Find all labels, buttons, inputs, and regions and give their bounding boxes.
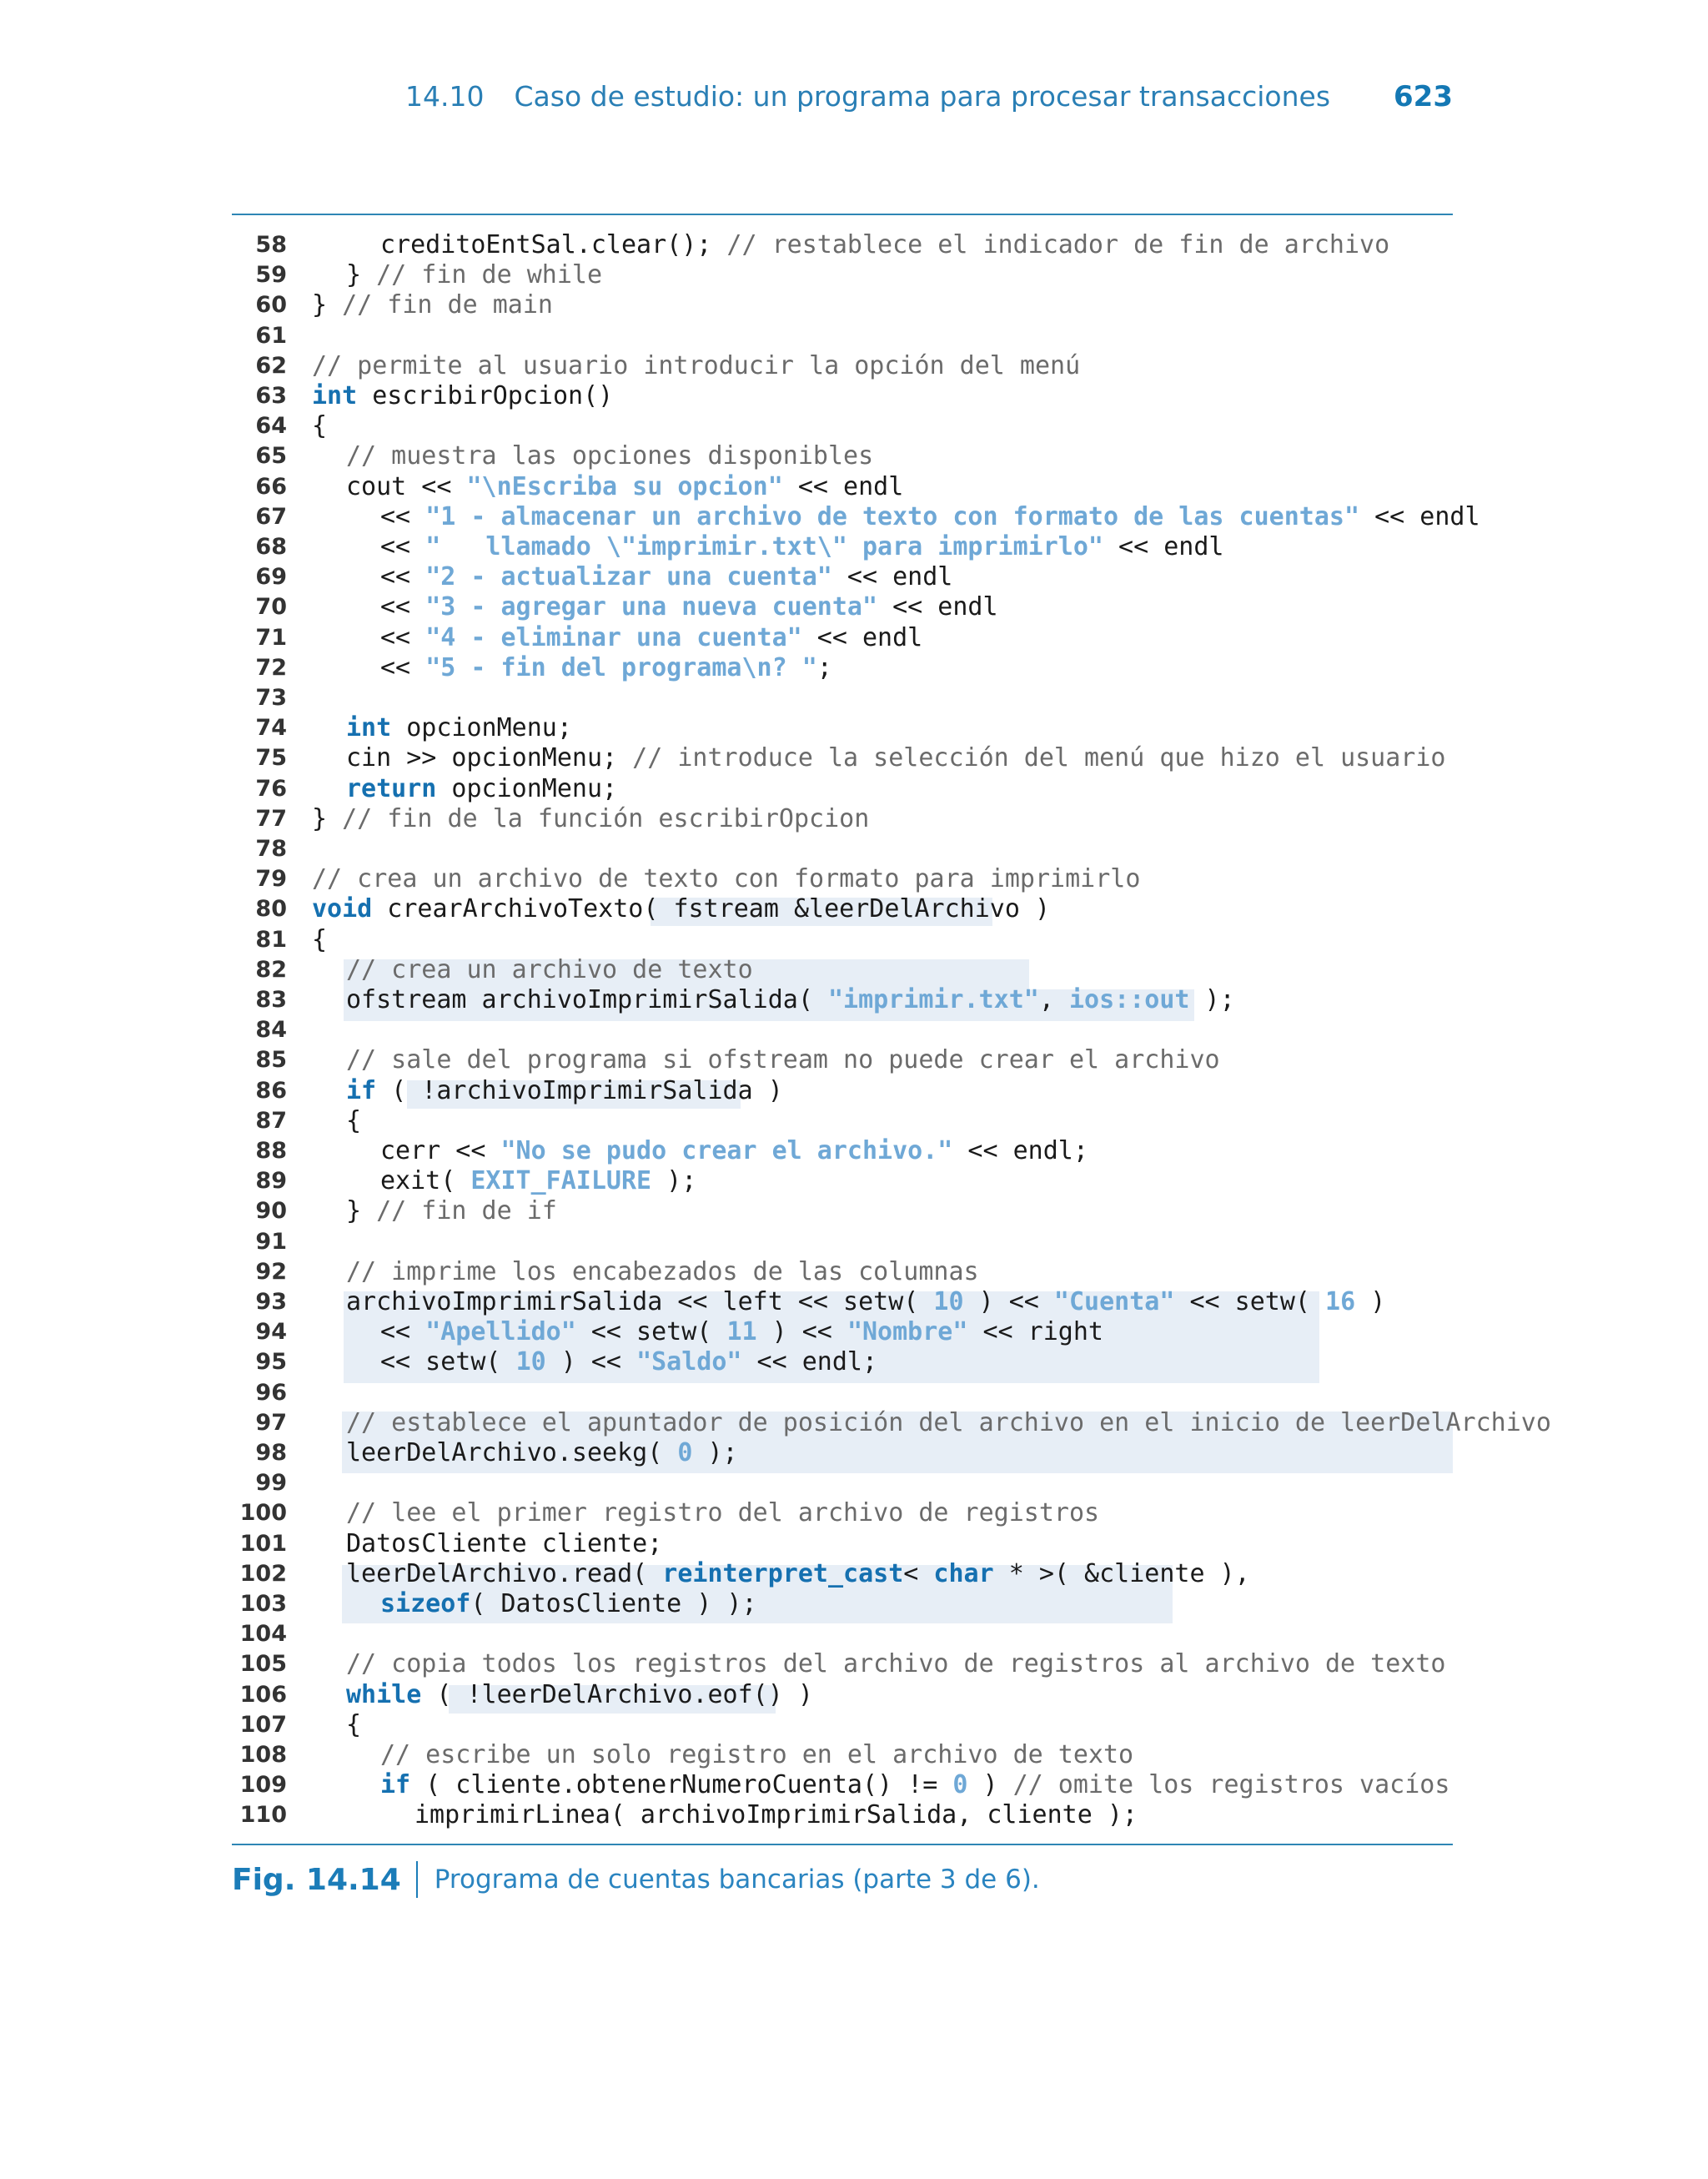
code-line xyxy=(232,1317,1453,1347)
line-number: 66 xyxy=(255,473,287,500)
code-text xyxy=(380,1136,1088,1166)
line-number: 63 xyxy=(255,383,287,409)
line-number: 83 xyxy=(255,987,287,1013)
code-text xyxy=(346,1529,662,1559)
figure-caption xyxy=(232,1859,1040,1900)
code-token: ( !archivoImprimirSalida ) xyxy=(376,1075,783,1105)
code-keyword: reinterpret_cast xyxy=(662,1558,904,1588)
code-keyword: if xyxy=(346,1075,377,1105)
code-token: } xyxy=(346,260,377,290)
code-token: ) << xyxy=(756,1317,847,1347)
line-number: 105 xyxy=(239,1651,287,1678)
code-keyword: if xyxy=(380,1770,411,1800)
line-number: 102 xyxy=(239,1560,287,1587)
code-token: crearArchivoTexto( fstream &leerDelArchivo ) xyxy=(372,894,1051,924)
code-text xyxy=(380,1347,877,1377)
code-line xyxy=(232,321,1453,351)
code-token: ( DatosCliente ) ); xyxy=(470,1589,757,1618)
figure-label: Fig. 14.14 xyxy=(232,1862,401,1897)
code-token: < xyxy=(903,1558,934,1588)
code-token: ); xyxy=(692,1438,738,1467)
code-text xyxy=(380,1317,1103,1347)
line-number: 76 xyxy=(255,775,287,802)
line-number: 106 xyxy=(239,1681,287,1708)
code-token: << xyxy=(380,501,426,531)
line-number: 97 xyxy=(255,1409,287,1436)
code-literal: "1 - almacenar un archivo de texto con formato de las cuentas" xyxy=(425,501,1360,531)
line-number: 104 xyxy=(239,1621,287,1648)
line-number: 107 xyxy=(239,1711,287,1738)
code-token: , xyxy=(1038,985,1069,1014)
line-number: 65 xyxy=(255,443,287,470)
code-comment: // imprime los encabezados de las columnas xyxy=(346,1256,979,1286)
code-keyword: int xyxy=(346,713,392,743)
line-number: 61 xyxy=(255,322,287,349)
code-line xyxy=(232,925,1453,955)
code-token: << setw( xyxy=(1174,1287,1326,1316)
code-literal: "Cuenta" xyxy=(1053,1287,1175,1316)
code-token: ); xyxy=(1189,985,1235,1014)
code-text xyxy=(380,592,998,622)
code-text xyxy=(380,653,832,683)
code-line xyxy=(232,290,1453,320)
code-line xyxy=(232,713,1453,743)
code-literal: 10 xyxy=(515,1347,546,1377)
line-number: 59 xyxy=(255,262,287,289)
code-keyword: int xyxy=(312,381,358,410)
code-token: << xyxy=(380,652,426,682)
code-text xyxy=(346,441,873,471)
line-number: 87 xyxy=(255,1107,287,1134)
code-literal: ios::out xyxy=(1068,985,1190,1014)
code-token: exit( xyxy=(380,1166,471,1196)
code-line xyxy=(232,1227,1453,1257)
line-number: 58 xyxy=(255,232,287,258)
code-token: cin >> opcionMenu; xyxy=(346,743,633,773)
code-line xyxy=(232,985,1453,1015)
code-literal: "Apellido" xyxy=(425,1317,576,1347)
code-text xyxy=(312,381,613,411)
code-token: cout << xyxy=(346,471,467,501)
code-literal: "3 - agregar una nueva cuenta" xyxy=(425,592,878,622)
code-line xyxy=(232,230,1453,260)
code-literal: 11 xyxy=(726,1317,757,1347)
code-line xyxy=(232,774,1453,804)
code-line xyxy=(232,1257,1453,1287)
code-line xyxy=(232,653,1453,683)
line-number: 88 xyxy=(255,1138,287,1164)
code-keyword: sizeof xyxy=(380,1589,471,1618)
code-literal: 16 xyxy=(1325,1287,1356,1316)
page-number: 623 xyxy=(1394,80,1453,113)
code-token: } xyxy=(346,1196,377,1226)
code-line xyxy=(232,1770,1453,1800)
code-line xyxy=(232,623,1453,653)
code-text xyxy=(312,351,1080,381)
code-line xyxy=(232,1106,1453,1136)
line-number: 69 xyxy=(255,564,287,591)
line-number: 96 xyxy=(255,1379,287,1406)
code-text xyxy=(346,472,903,502)
code-token: { xyxy=(312,411,328,441)
code-token: << setw( xyxy=(380,1347,516,1377)
code-token: << endl xyxy=(1359,501,1480,531)
code-line xyxy=(232,1196,1453,1226)
caption-separator xyxy=(416,1861,418,1898)
code-token: << endl xyxy=(831,562,953,592)
code-token: ) << xyxy=(963,1287,1054,1316)
figure-description: Programa de cuentas bancarias (parte 3 de 6). xyxy=(434,1864,1040,1895)
code-token: ofstream archivoImprimirSalida( xyxy=(346,985,828,1014)
code-line xyxy=(232,592,1453,622)
code-line xyxy=(232,532,1453,562)
code-line xyxy=(232,1680,1453,1710)
code-comment: // fin de if xyxy=(376,1196,557,1226)
code-text xyxy=(312,411,327,441)
top-rule xyxy=(232,214,1453,215)
code-text xyxy=(346,1287,1385,1317)
code-token: ) xyxy=(1355,1287,1386,1316)
code-line xyxy=(232,1559,1453,1589)
line-number: 94 xyxy=(255,1319,287,1346)
code-token: * >( &cliente ), xyxy=(993,1558,1250,1588)
code-comment: // sale del programa si ofstream no puede crear el archivo xyxy=(346,1045,1220,1075)
line-number: 99 xyxy=(255,1470,287,1497)
line-number: 81 xyxy=(255,926,287,953)
line-number: 71 xyxy=(255,624,287,651)
code-keyword: char xyxy=(933,1558,994,1588)
code-text xyxy=(346,1649,1446,1679)
line-number: 73 xyxy=(255,685,287,711)
code-line xyxy=(232,894,1453,924)
line-number: 95 xyxy=(255,1349,287,1376)
code-text xyxy=(312,925,327,955)
line-number: 67 xyxy=(255,503,287,530)
code-literal: 0 xyxy=(677,1438,693,1467)
line-number: 103 xyxy=(239,1591,287,1617)
code-comment: // omite los registros vacíos xyxy=(1012,1770,1450,1800)
code-token: } xyxy=(312,290,343,320)
line-number: 64 xyxy=(255,413,287,440)
code-text xyxy=(312,894,1050,924)
code-line xyxy=(232,1498,1453,1528)
code-text xyxy=(346,743,1446,773)
code-token: ) xyxy=(967,1770,1013,1800)
code-line xyxy=(232,1649,1453,1679)
running-header xyxy=(0,80,1453,120)
line-number: 79 xyxy=(255,866,287,893)
code-line xyxy=(232,381,1453,411)
code-line xyxy=(232,562,1453,592)
code-text xyxy=(346,1438,738,1468)
code-text xyxy=(346,713,572,743)
code-line xyxy=(232,260,1453,290)
code-line xyxy=(232,1287,1453,1317)
code-text xyxy=(346,1710,361,1740)
code-token: archivoImprimirSalida << left << setw( xyxy=(346,1287,934,1316)
code-token: ( cliente.obtenerNumeroCuenta() != xyxy=(410,1770,953,1800)
code-text xyxy=(346,1680,813,1710)
line-number: 92 xyxy=(255,1258,287,1285)
code-text xyxy=(380,562,952,592)
code-line xyxy=(232,411,1453,441)
line-number: 74 xyxy=(255,715,287,742)
code-line xyxy=(232,472,1453,502)
code-text xyxy=(346,1045,1220,1075)
line-number: 90 xyxy=(255,1198,287,1225)
code-line xyxy=(232,1589,1453,1619)
code-text xyxy=(380,1589,757,1619)
code-text xyxy=(414,1800,1138,1830)
code-keyword: void xyxy=(312,894,373,924)
line-number: 101 xyxy=(239,1530,287,1557)
code-literal: "\nEscriba su opcion" xyxy=(466,471,783,501)
code-token: << endl xyxy=(801,622,923,652)
code-text xyxy=(380,1770,1449,1800)
code-literal: "Nombre" xyxy=(846,1317,968,1347)
code-comment: // introduce la selección del menú que hizo el usuario xyxy=(632,743,1446,773)
code-line xyxy=(232,1015,1453,1045)
code-line xyxy=(232,1710,1453,1740)
code-token: creditoEntSal.clear(); xyxy=(380,230,727,259)
code-text xyxy=(380,623,922,653)
code-line xyxy=(232,683,1453,713)
code-token: DatosCliente cliente; xyxy=(346,1528,663,1558)
code-literal: 0 xyxy=(952,1770,968,1800)
code-comment: // fin de while xyxy=(376,260,603,290)
code-comment: // fin de main xyxy=(342,290,553,320)
code-line xyxy=(232,1740,1453,1770)
code-comment: // fin de la función escribirOpcion xyxy=(342,803,870,833)
code-line xyxy=(232,1136,1453,1166)
code-token: ); xyxy=(651,1166,697,1196)
code-text xyxy=(346,1498,1099,1528)
code-literal: " llamado \"imprimir.txt\" para imprimirlo" xyxy=(425,532,1103,561)
code-literal: "5 - fin del programa\n? " xyxy=(425,652,817,682)
code-text xyxy=(346,1408,1551,1438)
code-token: << endl xyxy=(1103,532,1224,561)
code-comment: // lee el primer registro del archivo de registros xyxy=(346,1498,1100,1528)
code-text xyxy=(346,260,602,290)
code-literal: "No se pudo crear el archivo." xyxy=(500,1136,953,1165)
line-number: 93 xyxy=(255,1289,287,1315)
code-line xyxy=(232,1529,1453,1559)
code-line xyxy=(232,743,1453,773)
line-number: 109 xyxy=(239,1772,287,1799)
line-number: 80 xyxy=(255,896,287,923)
code-token: << xyxy=(380,1317,426,1347)
code-text xyxy=(312,864,1140,894)
code-literal: EXIT_FAILURE xyxy=(470,1166,652,1196)
line-number: 70 xyxy=(255,594,287,621)
code-text xyxy=(346,985,1235,1015)
bottom-rule xyxy=(232,1844,1453,1845)
code-line xyxy=(232,501,1480,532)
code-comment: // crea un archivo de texto xyxy=(346,954,753,984)
code-literal: "Saldo" xyxy=(636,1347,742,1377)
code-text xyxy=(346,1076,783,1106)
code-comment: // establece el apuntador de posición del archivo en el inicio de leerDelArchivo xyxy=(346,1407,1551,1437)
code-text xyxy=(346,1559,1250,1589)
line-number: 78 xyxy=(255,836,287,862)
line-number: 77 xyxy=(255,805,287,832)
code-token: leerDelArchivo.seekg( xyxy=(346,1438,678,1467)
code-text xyxy=(380,230,1389,260)
code-text xyxy=(380,532,1223,562)
code-text xyxy=(346,1106,361,1136)
code-token: << endl xyxy=(782,471,904,501)
code-line xyxy=(232,1407,1551,1438)
code-line xyxy=(232,834,1453,864)
code-line xyxy=(232,1378,1453,1408)
code-token: << xyxy=(380,562,426,592)
line-number: 91 xyxy=(255,1228,287,1255)
section-title: Caso de estudio: un programa para procesar transacciones xyxy=(514,80,1331,113)
line-number: 100 xyxy=(239,1500,287,1527)
code-token: << setw( xyxy=(575,1317,727,1347)
code-line xyxy=(232,1800,1453,1830)
line-number: 84 xyxy=(255,1017,287,1044)
line-number: 75 xyxy=(255,745,287,772)
code-token: << endl; xyxy=(952,1136,1088,1165)
code-comment: // muestra las opciones disponibles xyxy=(346,441,874,471)
code-token: << endl xyxy=(877,592,998,622)
code-text xyxy=(312,290,553,320)
line-number: 62 xyxy=(255,352,287,379)
code-token: << right xyxy=(967,1317,1103,1347)
code-text xyxy=(346,774,617,804)
code-line xyxy=(232,1619,1453,1649)
code-token: { xyxy=(346,1709,362,1739)
line-number: 60 xyxy=(255,292,287,319)
code-token: } xyxy=(312,803,343,833)
code-comment: // escribe un solo registro en el archivo de texto xyxy=(380,1740,1134,1769)
line-number: 82 xyxy=(255,956,287,983)
line-number: 85 xyxy=(255,1047,287,1074)
code-text xyxy=(380,1166,696,1196)
code-comment: // permite al usuario introducir la opción del menú xyxy=(312,350,1081,380)
line-number: 68 xyxy=(255,534,287,560)
code-token: ( !leerDelArchivo.eof() ) xyxy=(421,1679,813,1709)
code-literal: 10 xyxy=(933,1287,964,1316)
code-literal: "4 - eliminar una cuenta" xyxy=(425,622,802,652)
code-comment: // copia todos los registros del archivo de registros al archivo de texto xyxy=(346,1649,1446,1679)
code-token: << xyxy=(380,622,426,652)
code-token: { xyxy=(346,1105,362,1135)
code-line xyxy=(232,1076,1453,1106)
code-line xyxy=(232,1347,1453,1377)
code-keyword: return xyxy=(346,773,437,803)
code-token: << xyxy=(380,592,426,622)
code-line xyxy=(232,351,1453,381)
code-token: escribirOpcion() xyxy=(357,381,614,410)
code-text xyxy=(346,1257,979,1287)
code-text xyxy=(312,804,869,834)
code-token: << xyxy=(380,532,426,561)
code-text xyxy=(346,955,753,985)
code-text xyxy=(346,1196,557,1226)
code-line xyxy=(232,804,1453,834)
code-line xyxy=(232,1438,1453,1468)
code-line xyxy=(232,864,1453,894)
code-text xyxy=(380,502,1480,532)
line-number: 110 xyxy=(239,1802,287,1829)
code-token: imprimirLinea( archivoImprimirSalida, cliente ); xyxy=(414,1800,1138,1830)
code-literal: "imprimir.txt" xyxy=(827,985,1039,1014)
line-number: 108 xyxy=(239,1742,287,1768)
code-line xyxy=(232,441,1453,471)
code-comment: // restablece el indicador de fin de archivo xyxy=(726,230,1390,259)
line-number: 98 xyxy=(255,1440,287,1466)
line-number: 86 xyxy=(255,1077,287,1104)
code-token: opcionMenu; xyxy=(391,713,572,743)
section-number: 14.10 xyxy=(405,80,485,113)
code-line xyxy=(232,955,1453,985)
code-literal: "2 - actualizar una cuenta" xyxy=(425,562,832,592)
code-line xyxy=(232,1166,1453,1196)
code-text xyxy=(380,1740,1133,1770)
code-line xyxy=(232,1468,1453,1498)
code-token: ; xyxy=(816,652,832,682)
code-token: ) << xyxy=(545,1347,637,1377)
line-number: 89 xyxy=(255,1168,287,1195)
code-line xyxy=(232,1045,1453,1075)
code-token: { xyxy=(312,924,328,954)
code-token: leerDelArchivo.read( xyxy=(346,1558,663,1588)
code-keyword: while xyxy=(346,1679,422,1709)
code-token: cerr << xyxy=(380,1136,501,1165)
code-comment: // crea un archivo de texto con formato para imprimirlo xyxy=(312,864,1141,894)
code-token: << endl; xyxy=(741,1347,878,1377)
code-token: opcionMenu; xyxy=(436,773,618,803)
line-number: 72 xyxy=(255,654,287,681)
